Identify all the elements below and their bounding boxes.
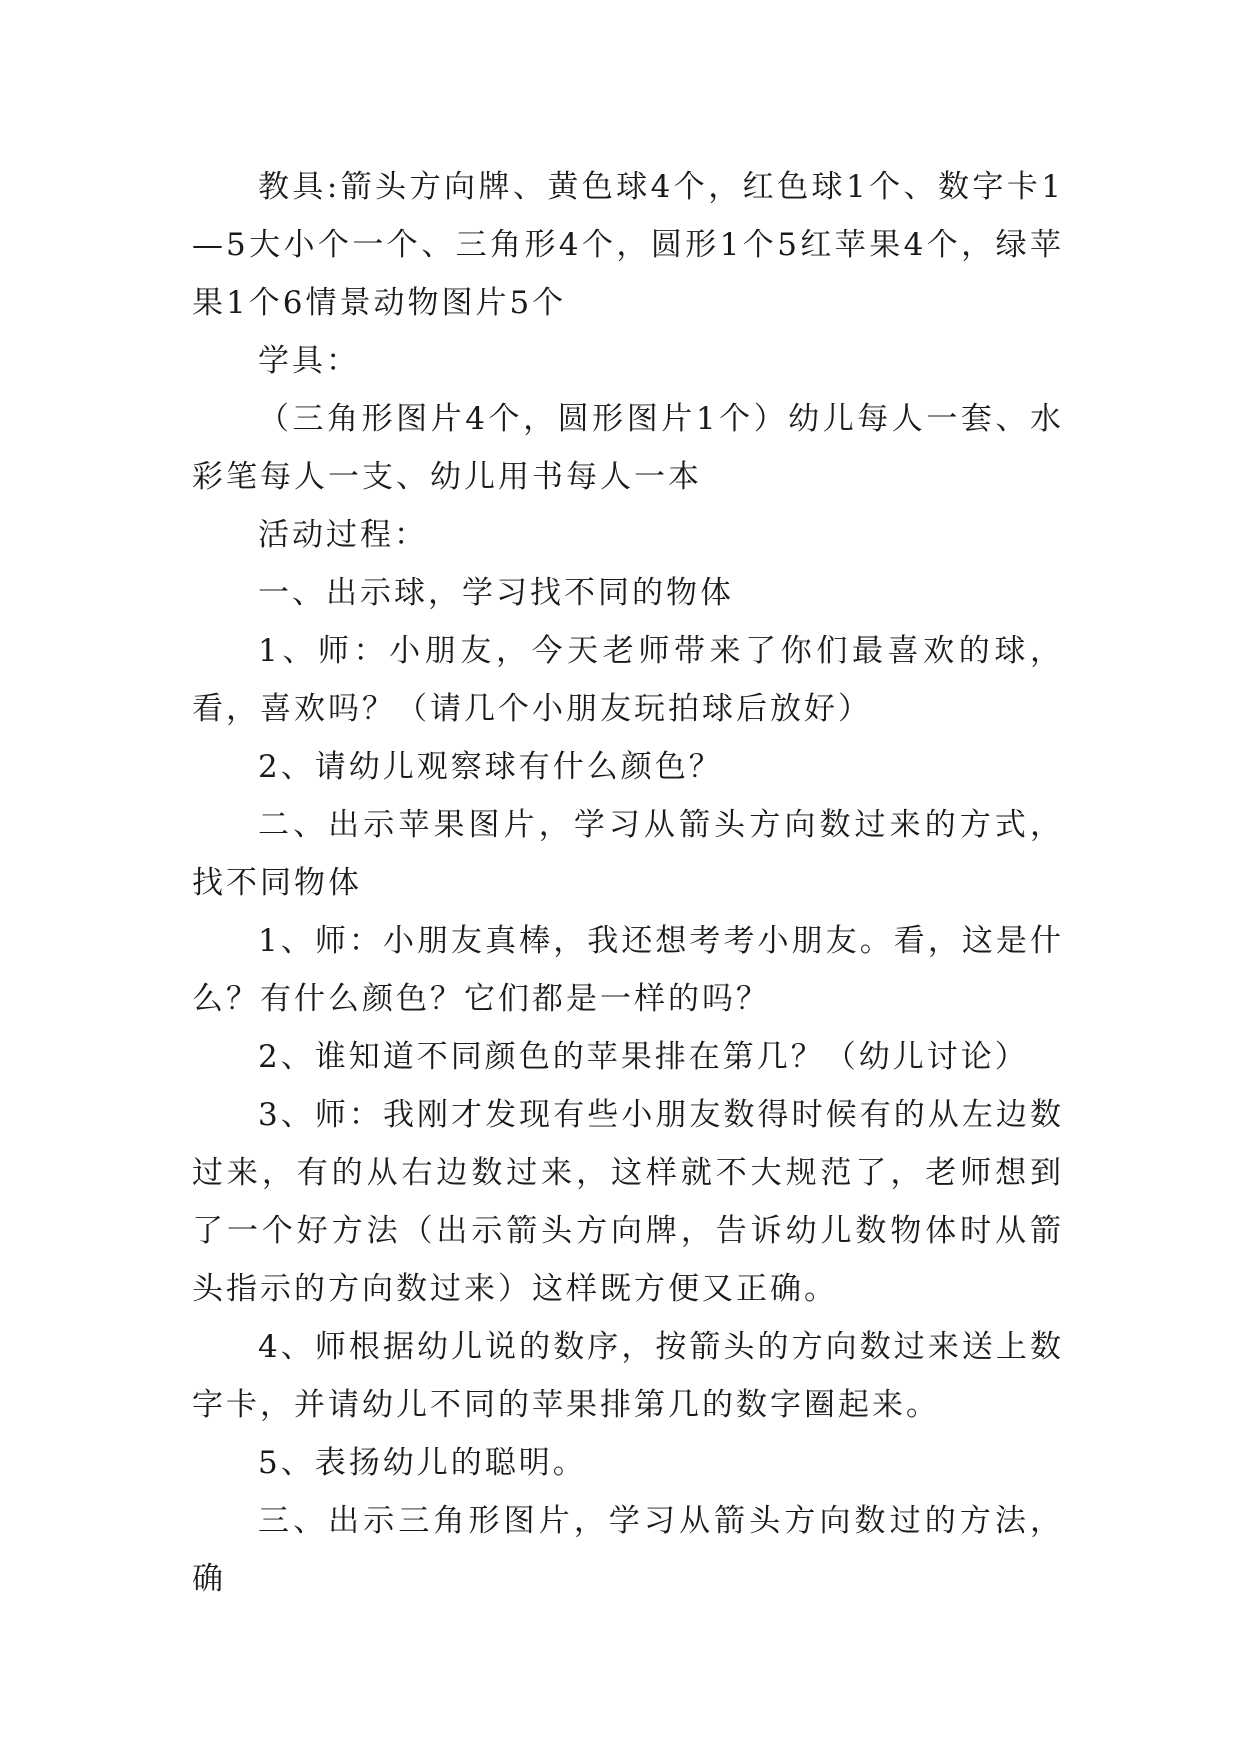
paragraph-section-two-step-4: 4、师根据幼儿说的数序，按箭头的方向数过来送上数字卡，并请幼儿不同的苹果排第几的数字圈起来。	[192, 1329, 1064, 1423]
paragraph-section-two-step-5: 5、表扬幼儿的聪明。	[258, 1445, 587, 1481]
paragraph-learning-aids-heading: 学具：	[258, 343, 360, 379]
paragraph-learning-aids: （三角形图片4个，圆形图片1个）幼儿每人一套、水彩笔每人一支、幼儿用书每人一本	[192, 401, 1064, 495]
paragraph-section-two-heading: 二、出示苹果图片，学习从箭头方向数过来的方式，找不同物体	[192, 807, 1064, 901]
paragraph-section-one-heading: 一、出示球，学习找不同的物体	[258, 575, 734, 611]
paragraph-teaching-aids: 教具:箭头方向牌、黄色球4个，红色球1个、数字卡1—5大小个一个、三角形4个，圆形1个5红苹果4个，绿苹果1个6情景动物图片5个	[192, 169, 1064, 321]
paragraph-section-one-step-2: 2、请幼儿观察球有什么颜色？	[258, 749, 723, 785]
paragraph-section-two-step-3: 3、师：我刚才发现有些小朋友数得时候有的从左边数过来，有的从右边数过来，这样就不大规范了，老师想到了一个好方法（出示箭头方向牌，告诉幼儿数物体时从箭头指示的方向数过来）这样既方便又正确。	[192, 1097, 1064, 1307]
paragraph-activity-process-heading: 活动过程：	[258, 517, 428, 553]
paragraph-section-two-step-1: 1、师：小朋友真棒，我还想考考小朋友。看，这是什么？有什么颜色？它们都是一样的吗？	[192, 923, 1064, 1017]
document-body	[192, 158, 1064, 1608]
paragraph-section-three-heading: 三、出示三角形图片，学习从箭头方向数过的方法，确	[192, 1503, 1064, 1597]
paragraph-section-one-step-1: 1、师：小朋友，今天老师带来了你们最喜欢的球，看，喜欢吗？（请几个小朋友玩拍球后放好）	[192, 633, 1064, 727]
paragraph-section-two-step-2: 2、谁知道不同颜色的苹果排在第几？（幼儿讨论）	[258, 1039, 1029, 1075]
